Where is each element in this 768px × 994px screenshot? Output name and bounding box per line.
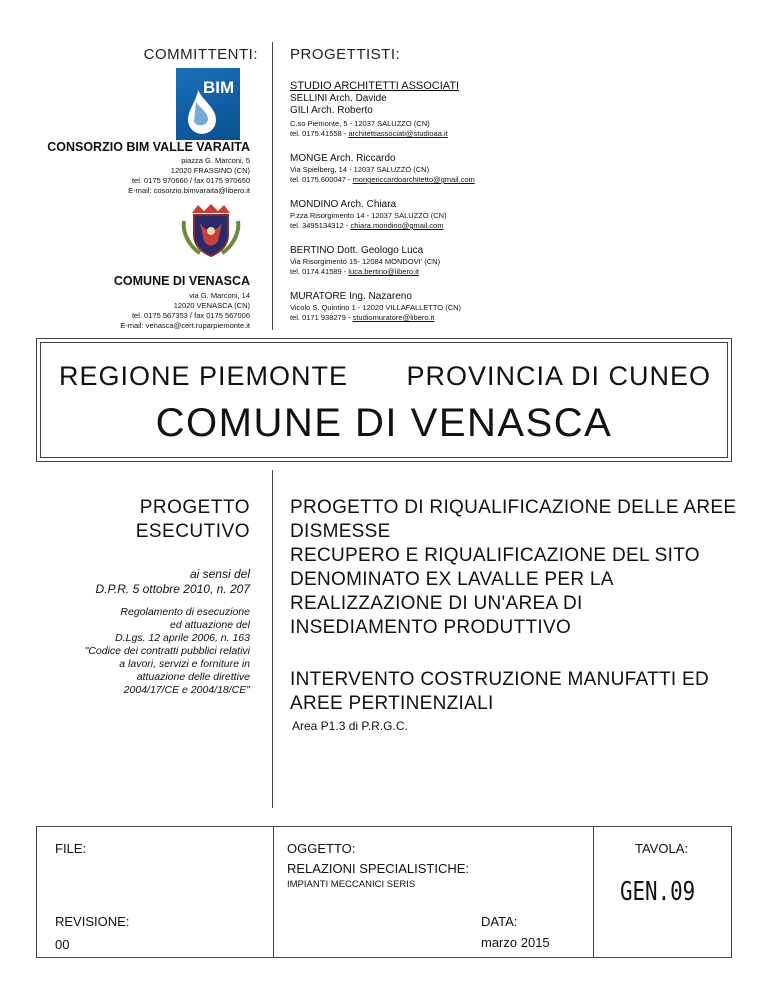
designer-email-link[interactable]: chiara.mondino@gmail.com — [350, 221, 444, 230]
middle-divider — [272, 470, 273, 808]
designer-address: Via Spielberg, 14 - 12037 SALUZZO (CN) — [290, 165, 430, 174]
designer-contact: tel. 0175.600047 - mongericcardoarchitetto@gmail.com — [290, 175, 475, 184]
client-comune-name: COMUNE DI VENASCA — [113, 274, 250, 288]
date-label: DATA: — [481, 914, 518, 929]
studio-address: C.so Piemonte, 5 - 12037 SALUZZO (CN) — [290, 119, 430, 128]
client-bim-address: piazza G. Marconi, 5 12020 FRASSINO (CN) tel. 0175 970660 / fax 0175 970650 E-mail: cosorzio.bimvaraita@libero.it — [128, 156, 250, 195]
tavola-value: GEN.09 — [620, 877, 696, 907]
law-reference: ai sensi del D.P.R. 5 ottobre 2010, n. 207 — [95, 567, 250, 596]
studio-member: GILI Arch. Roberto — [290, 105, 373, 116]
designer-bertino — [290, 245, 750, 277]
tavola-label: TAVOLA: — [635, 841, 688, 856]
studio-email-link[interactable]: architettiassociati@studioaa.it — [348, 129, 448, 138]
designer-contact: tel. 0174.41589 - luca.bertino@libero.it — [290, 267, 419, 276]
municipality-title: COMUNE DI VENASCA — [155, 401, 613, 445]
top-divider — [272, 42, 273, 330]
region-title: REGIONE PIEMONTE — [59, 361, 349, 391]
designer-email-link[interactable]: mongericcardoarchitetto@gmail.com — [352, 175, 475, 184]
designer-email-link[interactable]: luca.bertino@libero.it — [348, 267, 419, 276]
bim-logo — [176, 68, 240, 140]
regulation-reference: Regolamento di esecuzione ed attuazione del D.Lgs. 12 aprile 2006, n. 163 "Codice dei contratti pubblici relativi a lavori, servizi e forniture in attuazione delle direttive 2004/17/CE e 2004/18/CE" — [84, 606, 250, 696]
date-value: marzo 2015 — [481, 935, 550, 950]
revision-value: 00 — [55, 937, 70, 952]
committenti-label: COMMITTENTI: — [143, 46, 258, 63]
object-title: RELAZIONI SPECIALISTICHE: — [287, 861, 470, 876]
footer-divider-right — [593, 827, 594, 957]
client-bim-name: CONSORZIO BIM VALLE VARAITA — [47, 140, 250, 154]
project-phase: PROGETTO ESECUTIVO — [135, 497, 250, 542]
footer-divider-left — [273, 827, 274, 957]
object-subtitle: IMPIANTI MECCANICI SERIS — [287, 879, 416, 890]
revision-label: REVISIONE: — [55, 914, 130, 929]
designer-address: P.zza Risorgimento 14 - 12037 SALUZZO (CN) — [290, 211, 447, 220]
object-label: OGGETTO: — [287, 841, 356, 856]
designer-contact: tel. 3495134312 - chiara.mondino@gmail.com — [290, 221, 444, 230]
project-title: PROGETTO DI RIQUALIFICAZIONE DELLE AREE DISMESSE RECUPERO E RIQUALIFICAZIONE DEL SITO DENOMINATO EX LAVALLE PER LA REALIZZAZIONE DI UN'AREA DI INSEDIAMENTO PRODUTTIVO — [290, 497, 737, 638]
client-comune-address: via G. Marconi, 14 12020 VENASCA (CN) tel. 0175 567353 / fax 0175 567006 E-mail: venasca@cert.ruparpiemonte.it — [120, 291, 250, 330]
progettisti-label: PROGETTISTI: — [290, 46, 401, 63]
footer-box — [36, 826, 732, 958]
designer-muratore — [290, 291, 750, 323]
designer-contact: tel. 0171 938279 - studiomuratore@libero.it — [290, 313, 435, 322]
designer-name: MURATORE Ing. Nazareno — [290, 291, 412, 302]
studio-contact: tel. 0175.41558 - architettiassociati@studioaa.it — [290, 129, 448, 138]
main-title-box — [36, 338, 732, 462]
designer-address: Vicolo S. Quintino 1 - 12020 VILLAFALLETTO (CN) — [290, 303, 462, 312]
bim-logo-text: BIM — [203, 78, 235, 97]
studio-member: SELLINI Arch. Davide — [290, 93, 387, 104]
designer-name: MONGE Arch. Riccardo — [290, 153, 396, 164]
area-label: Area P1.3 di P.R.G.C. — [292, 719, 408, 733]
designer-email-link[interactable]: studiomuratore@libero.it — [352, 313, 435, 322]
designer-name: BERTINO Dott. Geologo Luca — [290, 245, 424, 256]
designer-monge — [290, 153, 750, 185]
designers-block — [290, 80, 750, 323]
designer-mondino — [290, 199, 750, 231]
coat-of-arms-icon — [180, 203, 242, 259]
intervention-title: INTERVENTO COSTRUZIONE MANUFATTI ED AREE PERTINENZIALI — [290, 669, 710, 714]
province-title: PROVINCIA DI CUNEO — [406, 361, 711, 391]
designer-address: Via Risorgimento 15- 12084 MONDOVI' (CN) — [290, 257, 441, 266]
file-label: FILE: — [55, 841, 87, 856]
studio-name: STUDIO ARCHITETTI ASSOCIATI — [290, 80, 460, 92]
designer-name: MONDINO Arch. Chiara — [290, 199, 397, 210]
